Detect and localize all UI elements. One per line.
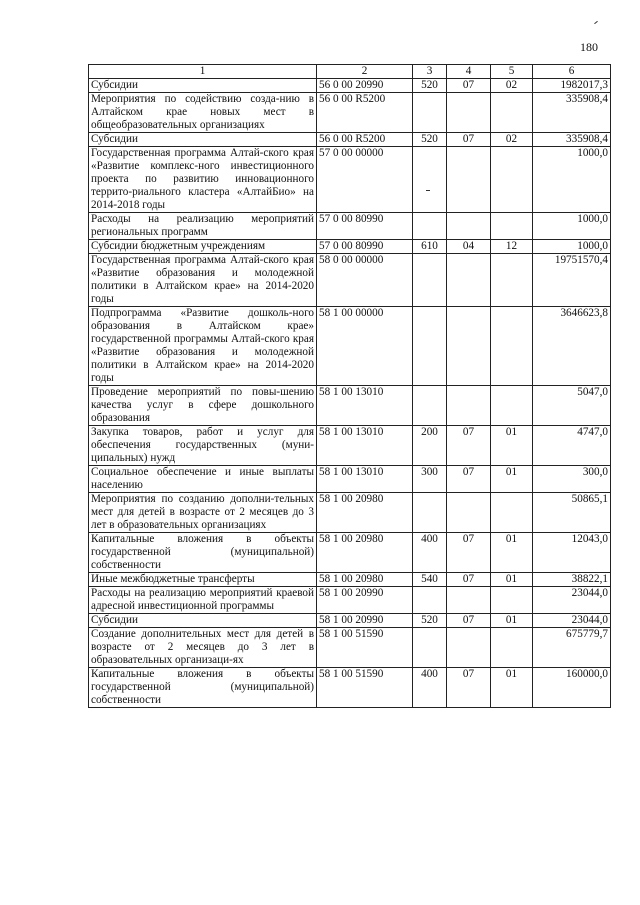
row-col3: 200 <box>413 426 447 466</box>
row-col3: 400 <box>413 533 447 573</box>
row-col4: 07 <box>447 426 491 466</box>
header-col-2: 2 <box>317 65 413 79</box>
row-name: Закупка товаров, работ и услуг для обеспечения государственных (муни-ципальных) нужд <box>89 426 317 466</box>
row-col3: 300 <box>413 466 447 493</box>
row-amount: 3646623,8 <box>533 307 611 386</box>
row-name: Мероприятия по созданию дополни-тельных мест для детей в возрасте от 2 месяцев до 3 лет в образовательных организациях <box>89 493 317 533</box>
row-col3 <box>413 254 447 307</box>
row-col4: 04 <box>447 240 491 254</box>
table-row <box>89 386 611 426</box>
row-code: 58 1 00 51590 <box>317 628 413 668</box>
table-row <box>89 614 611 628</box>
row-amount: 1982017,3 <box>533 79 611 93</box>
row-code: 58 1 00 51590 <box>317 668 413 708</box>
row-amount: 50865,1 <box>533 493 611 533</box>
row-name: Субсидии бюджетным учреждениям <box>89 240 317 254</box>
row-col4 <box>447 93 491 133</box>
row-amount: 38822,1 <box>533 573 611 587</box>
row-name: Капитальные вложения в объекты государственной (муниципальной) собственности <box>89 533 317 573</box>
row-col5 <box>491 386 533 426</box>
row-name: Проведение мероприятий по повы-шению качества услуг в сфере дошкольного образования <box>89 386 317 426</box>
header-col-1: 1 <box>89 65 317 79</box>
row-col4 <box>447 254 491 307</box>
row-name: Мероприятия по содействию созда-нию в Алтайском крае новых мест в общеобразовательных организациях <box>89 93 317 133</box>
row-col3 <box>413 628 447 668</box>
row-col4: 07 <box>447 533 491 573</box>
row-col4: 07 <box>447 466 491 493</box>
row-col3 <box>413 587 447 614</box>
table-row <box>89 240 611 254</box>
row-code: 56 0 00 R5200 <box>317 93 413 133</box>
header-col-5: 5 <box>491 65 533 79</box>
row-col4: 07 <box>447 133 491 147</box>
row-code: 58 1 00 13010 <box>317 426 413 466</box>
table-row <box>89 79 611 93</box>
row-col4 <box>447 386 491 426</box>
row-code: 56 0 00 R5200 <box>317 133 413 147</box>
row-code: 58 1 00 20990 <box>317 614 413 628</box>
row-col4: 07 <box>447 668 491 708</box>
row-col3: 520 <box>413 614 447 628</box>
row-amount: 160000,0 <box>533 668 611 708</box>
row-col3: 400 <box>413 668 447 708</box>
row-col5 <box>491 587 533 614</box>
row-name: Расходы на реализацию мероприятий краевой адресной инвестиционной программы <box>89 587 317 614</box>
table-row <box>89 587 611 614</box>
row-name: Расходы на реализацию мероприятий региональных программ <box>89 213 317 240</box>
table-row <box>89 493 611 533</box>
row-col3 <box>413 307 447 386</box>
row-col3 <box>413 213 447 240</box>
row-amount: 23044,0 <box>533 614 611 628</box>
row-col5: 12 <box>491 240 533 254</box>
row-amount: 335908,4 <box>533 93 611 133</box>
row-name: Государственная программа Алтай-ского края «Развитие комплекс-ного инвестиционного проекта по развитию инновационного террито-риального кластера «АлтайБио» на 2014-2018 годы <box>89 147 317 213</box>
row-code: 58 1 00 13010 <box>317 466 413 493</box>
row-name: Иные межбюджетные трансферты <box>89 573 317 587</box>
row-code: 58 1 00 20980 <box>317 493 413 533</box>
row-code: 58 0 00 00000 <box>317 254 413 307</box>
row-name: Капитальные вложения в объекты государственной (муниципальной) собственности <box>89 668 317 708</box>
row-col5 <box>491 493 533 533</box>
table-row <box>89 147 611 213</box>
row-col4 <box>447 147 491 213</box>
row-code: 57 0 00 80990 <box>317 240 413 254</box>
row-amount: 300,0 <box>533 466 611 493</box>
row-amount: 675779,7 <box>533 628 611 668</box>
row-code: 56 0 00 20990 <box>317 79 413 93</box>
row-code: 57 0 00 00000 <box>317 147 413 213</box>
row-col3 <box>413 147 447 213</box>
row-col5 <box>491 628 533 668</box>
table-row <box>89 213 611 240</box>
row-col5: 01 <box>491 668 533 708</box>
table-row <box>89 93 611 133</box>
row-col4 <box>447 493 491 533</box>
row-code: 58 1 00 20980 <box>317 533 413 573</box>
row-col5: 01 <box>491 466 533 493</box>
row-code: 58 1 00 20980 <box>317 573 413 587</box>
row-amount: 4747,0 <box>533 426 611 466</box>
row-name: Социальное обеспечение и иные выплаты населению <box>89 466 317 493</box>
row-col4 <box>447 587 491 614</box>
row-col4: 07 <box>447 79 491 93</box>
table-row <box>89 307 611 386</box>
row-col5: 01 <box>491 614 533 628</box>
row-amount: 23044,0 <box>533 587 611 614</box>
row-code: 58 1 00 13010 <box>317 386 413 426</box>
row-col5 <box>491 254 533 307</box>
row-amount: 19751570,4 <box>533 254 611 307</box>
row-col4 <box>447 628 491 668</box>
row-col4 <box>447 307 491 386</box>
row-col4 <box>447 213 491 240</box>
row-code: 57 0 00 80990 <box>317 213 413 240</box>
row-name: Субсидии <box>89 614 317 628</box>
header-col-4: 4 <box>447 65 491 79</box>
row-col3: 520 <box>413 79 447 93</box>
row-col3: 540 <box>413 573 447 587</box>
table-row <box>89 426 611 466</box>
row-col3: 610 <box>413 240 447 254</box>
row-name: Субсидии <box>89 133 317 147</box>
row-col5 <box>491 93 533 133</box>
row-col3 <box>413 93 447 133</box>
row-amount: 12043,0 <box>533 533 611 573</box>
table-row <box>89 466 611 493</box>
table-row <box>89 533 611 573</box>
row-col3: 520 <box>413 133 447 147</box>
row-amount: 1000,0 <box>533 147 611 213</box>
budget-table <box>88 64 611 708</box>
row-col3 <box>413 386 447 426</box>
row-col5: 01 <box>491 533 533 573</box>
row-col5 <box>491 213 533 240</box>
table-row <box>89 133 611 147</box>
table-row <box>89 254 611 307</box>
row-col5: 02 <box>491 133 533 147</box>
row-col5: 01 <box>491 573 533 587</box>
header-col-6: 6 <box>533 65 611 79</box>
row-amount: 1000,0 <box>533 213 611 240</box>
row-col3 <box>413 493 447 533</box>
scan-mark <box>594 21 598 24</box>
table-row <box>89 668 611 708</box>
page-number: 180 <box>580 40 598 54</box>
table-header-row <box>89 65 611 79</box>
row-amount: 5047,0 <box>533 386 611 426</box>
row-amount: 1000,0 <box>533 240 611 254</box>
row-amount: 335908,4 <box>533 133 611 147</box>
scan-mark <box>426 190 430 191</box>
row-col5 <box>491 147 533 213</box>
header-col-3: 3 <box>413 65 447 79</box>
row-name: Государственная программа Алтай-ского края «Развитие образования и молодежной политики в Алтайском крае» на 2014-2020 годы <box>89 254 317 307</box>
table-row <box>89 573 611 587</box>
row-code: 58 1 00 20990 <box>317 587 413 614</box>
row-col5 <box>491 307 533 386</box>
row-code: 58 1 00 00000 <box>317 307 413 386</box>
row-col4: 07 <box>447 614 491 628</box>
row-col5: 01 <box>491 426 533 466</box>
row-col4: 07 <box>447 573 491 587</box>
table-row <box>89 628 611 668</box>
row-col5: 02 <box>491 79 533 93</box>
row-name: Подпрограмма «Развитие дошколь-ного образования в Алтайском крае» государственной программы Алтай-ского края «Развитие образования и молодежной политики в Алтайском крае» на 2014-2020 годы <box>89 307 317 386</box>
row-name: Создание дополнительных мест для детей в возрасте от 2 месяцев до 3 лет в образовательных организаци-ях <box>89 628 317 668</box>
row-name: Субсидии <box>89 79 317 93</box>
